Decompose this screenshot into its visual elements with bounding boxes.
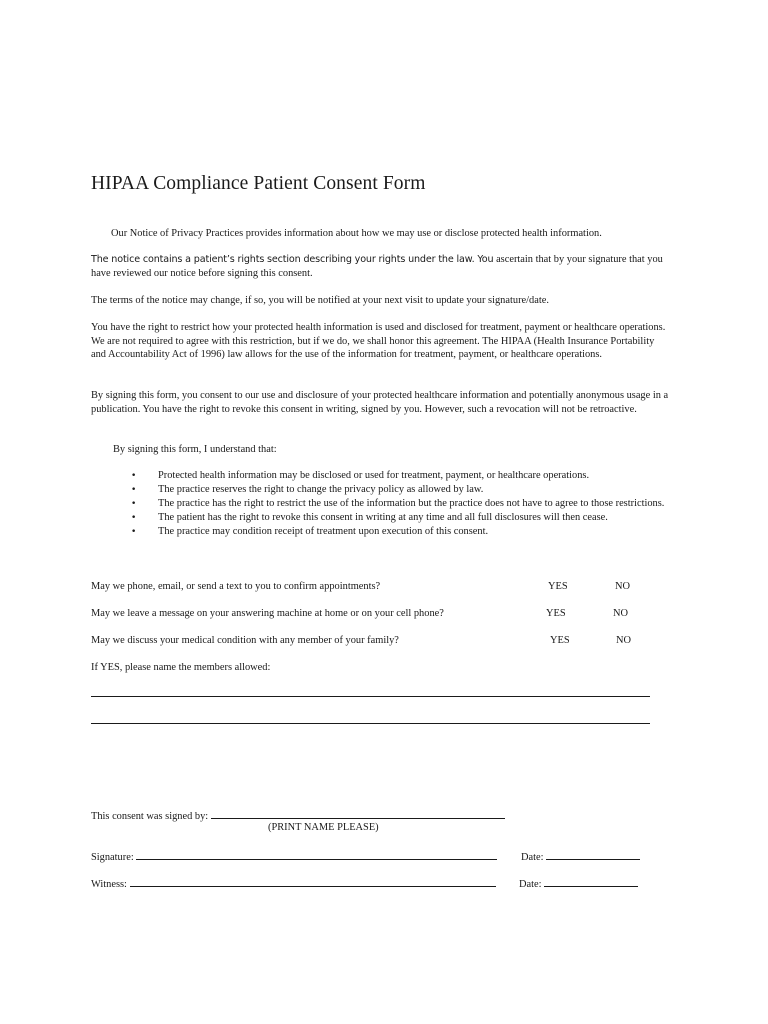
date-label: Date: (521, 852, 544, 863)
terms-paragraph: The terms of the notice may change, if so, you will be notified at your next visit to update your signature/date. (91, 295, 549, 306)
witness-date-row (519, 876, 638, 891)
no-option[interactable]: NO (613, 608, 629, 619)
understand-list (131, 469, 671, 539)
bullet-icon: • (131, 527, 137, 537)
question-confirm-appointments: May we phone, email, or send a text to you to confirm appointments? (91, 581, 381, 592)
yes-option[interactable]: YES (548, 581, 568, 592)
no-option[interactable]: NO (615, 581, 631, 592)
witness-label: Witness: (91, 879, 127, 890)
bullet-icon: • (131, 485, 137, 495)
consent-paragraph: By signing this form, you consent to our use and disclosure of your protected healthcare information and potentially anonymous usage in a publication. You have the right to revoke this consent in writing, signed by you. However, such a revocation will not be retroactive. (91, 390, 669, 415)
signed-by-label: This consent was signed by: (91, 811, 209, 822)
witness-row (91, 876, 496, 891)
signature-field[interactable] (136, 849, 497, 860)
witness-field[interactable] (130, 876, 496, 887)
restrict-paragraph: You have the right to restrict how your protected health information is used and disclosed for treatment, payment or healthcare operations. We are not required to agree with this restriction, but if we do, we shall honor this agreement. The HIPAA (Health Insurance Portability and Accountability Act of 1996) law allows for the use of the information for treatment, payment, or healthcare operations. (91, 322, 666, 360)
members-line-2[interactable] (91, 723, 650, 724)
question-discuss-family: May we discuss your medical condition with any member of your family? (91, 635, 399, 646)
understand-intro: By signing this form, I understand that: (113, 444, 277, 455)
list-item: • The practice reserves the right to change the privacy policy as allowed by law. (131, 484, 484, 495)
print-name-field[interactable] (211, 808, 505, 819)
list-item: • Protected health information may be disclosed or used for treatment, payment, or healthcare operations. (131, 470, 590, 481)
witness-date-field[interactable] (544, 876, 638, 887)
bullet-icon: • (131, 499, 137, 509)
yes-option[interactable]: YES (546, 608, 566, 619)
signature-row (91, 849, 497, 864)
intro-paragraph: Our Notice of Privacy Practices provides information about how we may use or disclose protected health information. (111, 228, 602, 239)
signature-label: Signature: (91, 852, 134, 863)
form-title: HIPAA Compliance Patient Consent Form (91, 173, 426, 194)
members-prompt: If YES, please name the members allowed: (91, 662, 271, 673)
list-item: • The practice has the right to restrict the use of the information but the practice does not have to agree to those restrictions. (131, 498, 665, 509)
list-item: • The practice may condition receipt of treatment upon execution of this consent. (131, 526, 489, 537)
notice-handwritten-text: The notice contains a patient’s rights section describing your rights under the law. You (91, 254, 494, 265)
notice-rest-text: ascertain that by your signature that you have reviewed our notice before signing this consent. (91, 254, 663, 279)
no-option[interactable]: NO (616, 635, 632, 646)
question-leave-message: May we leave a message on your answering machine at home or on your cell phone? (91, 608, 444, 619)
bullet-icon: • (131, 471, 137, 481)
notice-paragraph (91, 253, 671, 280)
yes-option[interactable]: YES (550, 635, 570, 646)
print-name-note: (PRINT NAME PLEASE) (268, 822, 379, 833)
date-label: Date: (519, 879, 542, 890)
signature-date-field[interactable] (546, 849, 640, 860)
list-item: • The patient has the right to revoke this consent in writing at any time and all full disclosures will then cease. (131, 512, 608, 523)
signature-date-row (521, 849, 640, 864)
bullet-icon: • (131, 513, 137, 523)
members-line-1[interactable] (91, 696, 650, 697)
